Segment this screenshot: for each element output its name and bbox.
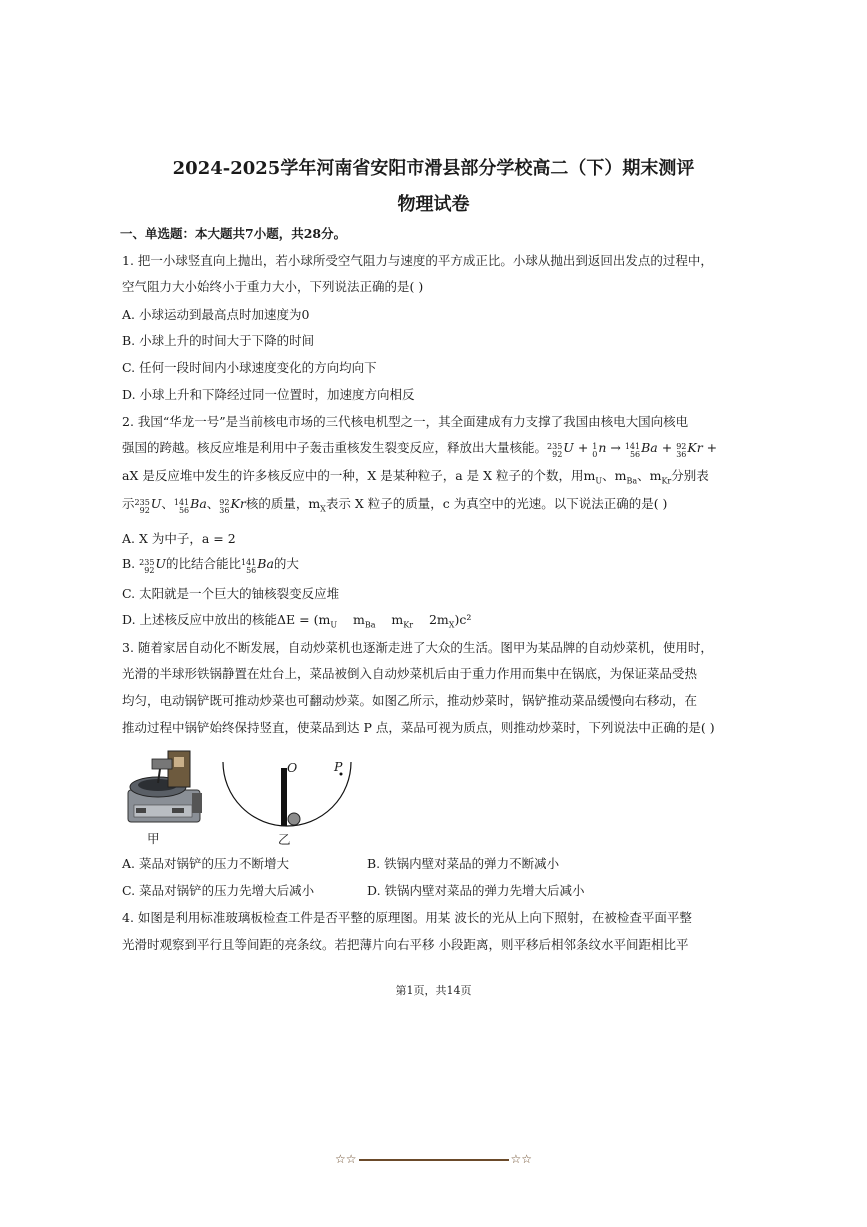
nuclide-u: 235 92 (547, 442, 563, 459)
exam-title-line2: 物理试卷 (397, 194, 470, 215)
q2-option-c: C. 太阳就是一个巨大的铀核裂变反应堆 (122, 586, 340, 601)
q4-line2: 光滑时观察到平行且等间距的亮条纹。若把薄片向右平移 小段距离，则平移后相邻条纹水平间距相比平 (122, 937, 689, 952)
q3-line2: 光滑的半球形铁锅静置在灶台上，菜品被倒入自动炒菜机后由于重力作用而集中在锅底，为保证菜品受热 (122, 666, 698, 681)
section-heading: 一、单选题：本大题共7小题，共28分。 (120, 226, 347, 241)
q3-option-d: D. 铁锅内壁对菜品的弹力先增大后减小 (367, 883, 585, 898)
q2-option-d: D. 上述核反应中放出的核能$\Delta E = (m_U$ $m_{Ba}$ $m_{Kr}$ $2m_X)c^2$ (122, 612, 472, 630)
q2-line4: 示235 92U、141 56Ba、92 36Kr核的质量，$m_X$表示 X 粒子的质量，c 为真空中的光速。以下说法正确的是( ) (122, 496, 668, 515)
q3-option-b: B. 铁锅内壁对菜品的弹力不断减小 (367, 856, 560, 871)
spatula (281, 768, 287, 826)
q1-option-b: B. 小球上升的时间大于下降的时间 (122, 333, 315, 348)
decorative-divider (0, 1152, 867, 1166)
page-number: 第1页，共14页 (395, 984, 472, 997)
q1-stem-line2: 空气阻力大小始终小于重力大小，下列说法正确的是( ) (122, 279, 424, 294)
q2-line2 (122, 438, 717, 459)
figure-yi-label: 乙 (278, 832, 291, 847)
q3-option-a: A. 菜品对锅铲的压力不断增大 (122, 856, 289, 871)
q2-equation: 235 92U + 1 0n → 141 56Ba + 92 36Kr + (547, 440, 718, 459)
q2-line2-text: 强国的跨越。核反应堆是利用中子轰击重核发生裂变反应，释放出大量核能。 (122, 440, 548, 455)
star-icon-left: ☆☆ (334, 1152, 357, 1166)
q1-option-c: C. 任何一段时间内小球速度变化的方向均向下 (122, 360, 377, 375)
q2-option-b: B. 235 92U的比结合能比141 56Ba的大 (122, 556, 299, 575)
nuclide-kr: 92 36 (676, 442, 687, 459)
q1-option-d: D. 小球上升和下降经过同一位置时，加速度方向相反 (122, 387, 415, 402)
figure-jia-label: 甲 (147, 831, 160, 846)
figure-jia-cooking-machine (122, 745, 212, 830)
q2-option-a: A. X 为中子，a = 2 (122, 531, 236, 546)
nuclide-ba: 141 56 (624, 442, 641, 459)
star-icon-right: ☆☆ (510, 1152, 533, 1166)
q2-line1: 2. 我国“华龙一号”是当前核电市场的三代核电机型之一，其全面建成有力支撑了我国由核电大国向核电 (122, 414, 689, 429)
q2-line3: aX 是反应堆中发生的许多核反应中的一种，X 是某种粒子，a 是 X 粒子的个数，用$m_U$、$m_{Ba}$、$m_{Kr}$分别表 (122, 468, 709, 486)
nuclide-n: 1 0 (592, 442, 598, 459)
q3-option-c: C. 菜品对锅铲的压力先增大后减小 (122, 883, 315, 898)
q1-option-a: A. 小球运动到最高点时加速度为0 (122, 307, 310, 322)
food-ball (288, 813, 300, 825)
q1-stem-line1: 1. 把一小球竖直向上抛出，若小球所受空气阻力与速度的平方成正比。小球从抛出到返回出发点的过程中， (122, 253, 713, 268)
exam-title-line1: 2024-2025学年河南省安阳市滑县部分学校高二（下）期末测评 (172, 158, 695, 179)
figure-label-p: P (334, 759, 343, 774)
figure-label-o: O (287, 760, 298, 775)
q3-line4: 推动过程中锅铲始终保持竖直，使菜品到达 P 点，菜品可视为质点，则推动炒菜时，下列说法中正确的是( ) (122, 720, 715, 735)
q4-line1: 4. 如图是利用标准玻璃板检查工件是否平整的原理图。用某 波长的光从上向下照射，在被检查平面平整 (122, 910, 692, 925)
q3-line3: 均匀，电动锅铲既可推动炒菜也可翻动炒菜。如图乙所示，推动炒菜时，锅铲推动菜品缓慢向右移动，在 (122, 693, 698, 708)
q3-line1: 3. 随着家居自动化不断发展，自动炒菜机也逐渐走进了大众的生活。图甲为某品牌的自动炒菜机，使用时， (122, 640, 713, 655)
